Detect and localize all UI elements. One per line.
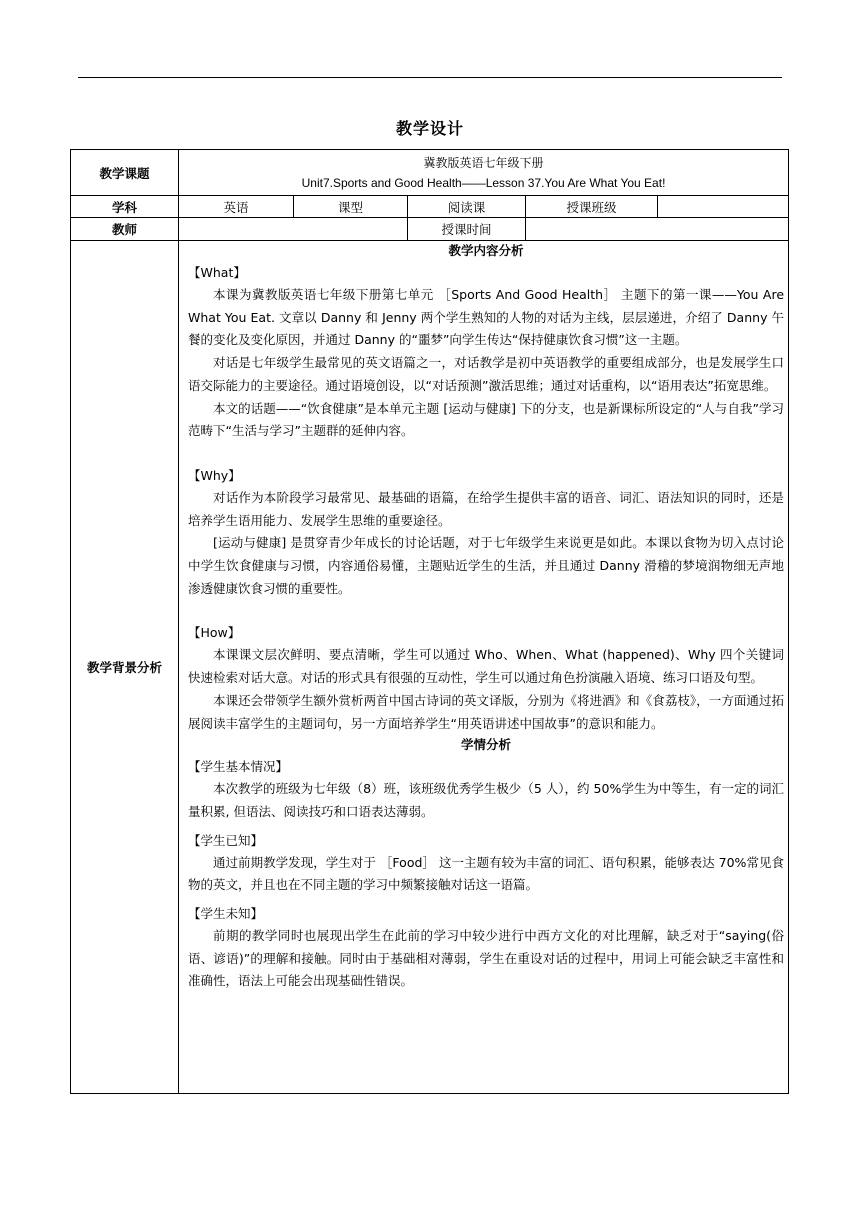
teacher-value — [179, 218, 408, 241]
background-label: 教学背景分析 — [71, 241, 179, 1094]
student-analysis-heading: 学情分析 — [461, 737, 512, 753]
topic-line-2: Unit7.Sports and Good Health——Lesson 37.You Are What You Eat! — [301, 175, 666, 190]
lesson-type-value: 阅读课 — [408, 196, 526, 218]
what-paragraph-3: 本文的话题——“饮食健康”是本单元主题 [运动与健康] 下的分支，也是新课标所设定的“人与自我”学习范畴下“生活与学习”主题群的延伸内容。 — [188, 400, 785, 439]
why-heading: 【Why】 — [188, 467, 241, 483]
how-heading: 【How】 — [188, 625, 241, 641]
subject-value: 英语 — [179, 196, 294, 218]
background-row — [71, 241, 789, 1094]
lesson-plan-table — [70, 149, 789, 1094]
header-rule — [78, 77, 782, 78]
teacher-label: 教师 — [71, 218, 179, 241]
teacher-row — [71, 218, 789, 241]
student-basic-heading: 【学生基本情况】 — [188, 759, 289, 775]
what-heading: 【What】 — [188, 265, 246, 280]
topic-row — [71, 150, 789, 196]
subject-row — [71, 196, 789, 218]
student-known-heading: 【学生已知】 — [188, 832, 264, 848]
lesson-type-label: 课型 — [294, 196, 408, 218]
subject-label: 学科 — [71, 196, 179, 218]
time-value — [526, 218, 789, 241]
why-paragraph-1: 对话作为本阶段学习最常见、最基础的语篇，在给学生提供丰富的语音、词汇、语法知识的同时，还是培养学生语用能力、发展学生思维的重要途径。 — [188, 489, 785, 528]
time-label: 授课时间 — [408, 218, 526, 241]
why-paragraph-2: [运动与健康] 是贯穿青少年成长的讨论话题，对于七年级学生来说更是如此。本课以食物为切入点讨论中学生饮食健康与习惯，内容通俗易懂，主题贴近学生的生活，并且通过 Danny 滑稽的梦境润物细无声地渗透健康饮食习惯的重要性。 — [188, 535, 785, 596]
student-known-paragraph: 通过前期教学发现，学生对于 ［Food］ 这一主题有较为丰富的词汇、语句积累，能够表达 70%常见食物的英文，并且也在不同主题的学习中频繁接触对话这一语篇。 — [188, 854, 785, 893]
how-paragraph-1: 本课课文层次鲜明、要点清晰，学生可以通过 Who、When、What (happened)、Why 四个关键词快速检索对话大意。对话的形式具有很强的互动性，学生可以通过角色扮演融入语境、练习口语及句型。 — [188, 647, 785, 686]
background-content — [179, 241, 789, 1094]
student-unknown-paragraph: 前期的教学同时也展现出学生在此前的学习中较少进行中西方文化的对比理解，缺乏对于“saying(俗语、谚语)”的理解和接触。同时由于基础相对薄弱，学生在重设对话的过程中，用词上可能会缺乏丰富性和准确性，语法上可能会出现基础性错误。 — [188, 928, 785, 989]
how-paragraph-2: 本课还会带领学生额外赏析两首中国古诗词的英文译版，分别为《将进酒》和《食荔枝》，一方面通过拓展阅读丰富学生的主题词句，另一方面培养学生“用英语讲述中国故事”的意识和能力。 — [188, 692, 785, 731]
student-basic-paragraph: 本次教学的班级为七年级（8）班，该班级优秀学生极少（5 人），约 50%学生为中等生，有一定的词汇量积累, 但语法、阅读技巧和口语表达薄弱。 — [188, 781, 785, 819]
student-unknown-heading: 【学生未知】 — [188, 906, 264, 922]
spacer — [188, 600, 784, 621]
topic-label: 教学课题 — [71, 150, 179, 196]
class-label: 授课班级 — [526, 196, 658, 218]
what-paragraph-1: 本课为冀教版英语七年级下册第七单元 ［Sports And Good Health］ 主题下的第一课——You Are What You Eat. 文章以 Danny 和 Jenny 两个学生熟知的人物的对话为主线，层层递进，介绍了 Danny 午餐的变化及变化原因，并通过 Danny 的“噩梦”向学生传达“保持健康饮食习惯”这一主题。 — [188, 287, 785, 348]
content-analysis-heading: 教学内容分析 — [448, 243, 524, 258]
topic-value — [179, 150, 789, 196]
topic-line-1: 冀教版英语七年级下册 — [423, 155, 544, 170]
spacer — [188, 443, 784, 464]
what-paragraph-2: 对话是七年级学生最常见的英文语篇之一，对话教学是初中英语教学的重要组成部分，也是发展学生口语交际能力的主要途径。通过语境创设，以“对话预测”激活思维；通过对话重构，以“语用表达”拓宽思维。 — [188, 355, 785, 393]
page-title: 教学设计 — [395, 119, 464, 138]
class-value — [658, 196, 789, 218]
